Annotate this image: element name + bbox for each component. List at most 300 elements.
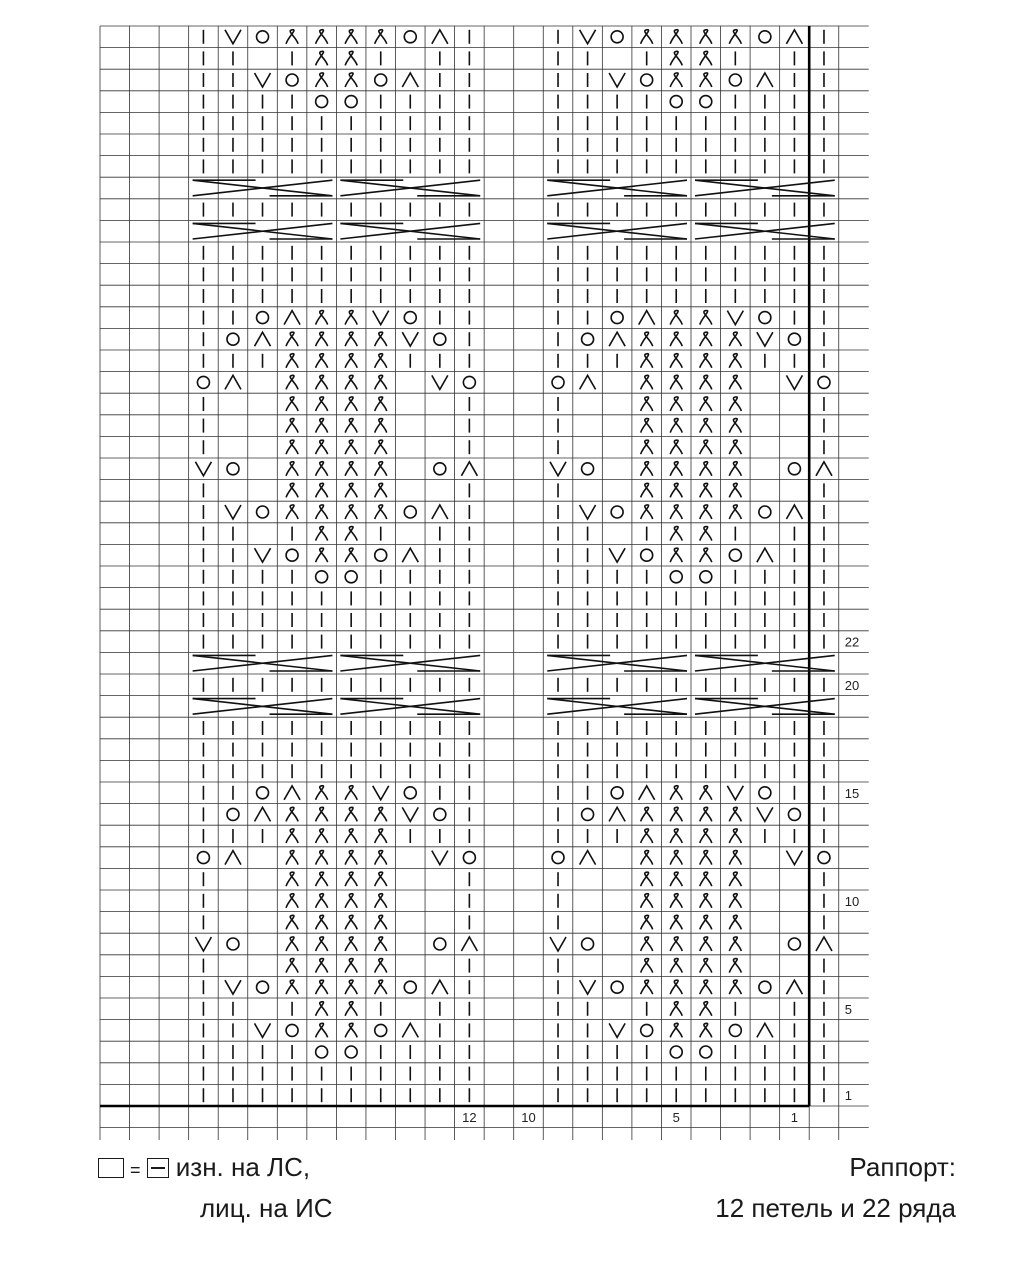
- twisted-stitch-mark: [286, 419, 298, 433]
- twisted-stitch-mark: [641, 332, 653, 346]
- twisted-stitch-mark: [375, 375, 387, 389]
- twisted-stitch-mark: [700, 354, 712, 368]
- decrease-left-mark: [284, 311, 300, 325]
- twisted-stitch-mark: [641, 462, 653, 476]
- decrease-right-mark: [225, 30, 241, 44]
- twisted-stitch-mark: [316, 1023, 328, 1037]
- decrease-right-mark: [757, 807, 773, 821]
- decrease-right-mark: [402, 807, 418, 821]
- row-label: 5: [844, 1001, 852, 1017]
- twisted-stitch-mark: [670, 505, 682, 519]
- twisted-stitch-mark: [670, 311, 682, 325]
- decrease-left-mark: [786, 505, 802, 519]
- twisted-stitch-mark: [700, 30, 712, 44]
- twisted-stitch-mark: [345, 30, 357, 44]
- decrease-right-mark: [550, 937, 566, 951]
- yarn-over-mark: [729, 549, 741, 561]
- yarn-over-mark: [257, 312, 269, 324]
- twisted-stitch-mark: [670, 548, 682, 562]
- decrease-right-mark: [609, 1023, 625, 1037]
- twisted-stitch-mark: [345, 1023, 357, 1037]
- yarn-over-mark: [197, 852, 209, 864]
- rapport-title: [849, 1152, 956, 1183]
- twisted-stitch-mark: [375, 397, 387, 411]
- twisted-stitch-mark: [345, 1002, 357, 1016]
- twisted-stitch-mark: [345, 915, 357, 929]
- twisted-stitch-mark: [316, 354, 328, 368]
- twisted-stitch-mark: [700, 1002, 712, 1016]
- twisted-stitch-mark: [670, 483, 682, 497]
- decrease-right-mark: [786, 375, 802, 389]
- yarn-over-mark: [227, 938, 239, 950]
- twisted-stitch-mark: [641, 829, 653, 843]
- twisted-stitch-mark: [286, 915, 298, 929]
- decrease-left-mark: [816, 462, 832, 476]
- decrease-right-mark: [609, 548, 625, 562]
- twisted-stitch-mark: [729, 462, 741, 476]
- twisted-stitch-mark: [316, 375, 328, 389]
- twisted-stitch-mark: [316, 1002, 328, 1016]
- twisted-stitch-mark: [700, 807, 712, 821]
- row-label: 1: [844, 1088, 852, 1104]
- twisted-stitch-mark: [286, 505, 298, 519]
- decrease-left-mark: [461, 937, 477, 951]
- column-label: 1: [790, 1109, 799, 1125]
- twisted-stitch-mark: [700, 829, 712, 843]
- decrease-right-mark: [550, 462, 566, 476]
- twisted-stitch-mark: [641, 419, 653, 433]
- decrease-right-mark: [373, 311, 389, 325]
- decrease-left-mark: [225, 375, 241, 389]
- decrease-left-mark: [402, 548, 418, 562]
- twisted-stitch-mark: [375, 807, 387, 821]
- twisted-stitch-mark: [286, 851, 298, 865]
- twisted-stitch-mark: [729, 915, 741, 929]
- twisted-stitch-mark: [670, 527, 682, 541]
- twisted-stitch-mark: [286, 959, 298, 973]
- twisted-stitch-mark: [345, 894, 357, 908]
- twisted-stitch-mark: [286, 807, 298, 821]
- decrease-left-mark: [816, 937, 832, 951]
- twisted-stitch-mark: [700, 375, 712, 389]
- twisted-stitch-mark: [670, 894, 682, 908]
- twisted-stitch-mark: [286, 872, 298, 886]
- row-number-labels: [845, 635, 859, 1104]
- yarn-over-mark: [257, 31, 269, 43]
- yarn-over-mark: [463, 852, 475, 864]
- legend-knit-ws-text: лиц. на ИС: [200, 1193, 333, 1223]
- twisted-stitch-mark: [316, 829, 328, 843]
- twisted-stitch-mark: [670, 354, 682, 368]
- yarn-over-mark: [375, 74, 387, 86]
- twisted-stitch-mark: [670, 829, 682, 843]
- decrease-right-mark: [580, 30, 596, 44]
- decrease-right-mark: [225, 980, 241, 994]
- twisted-stitch-mark: [316, 980, 328, 994]
- decrease-left-mark: [609, 807, 625, 821]
- decrease-left-mark: [757, 73, 773, 87]
- yarn-over-mark: [788, 463, 800, 475]
- yarn-over-mark: [345, 571, 357, 583]
- twisted-stitch-mark: [345, 440, 357, 454]
- twisted-stitch-mark: [670, 30, 682, 44]
- twisted-stitch-mark: [729, 354, 741, 368]
- twisted-stitch-mark: [316, 483, 328, 497]
- twisted-stitch-mark: [670, 73, 682, 87]
- twisted-stitch-mark: [670, 937, 682, 951]
- twisted-stitch-mark: [345, 483, 357, 497]
- decrease-right-mark: [373, 786, 389, 800]
- decrease-left-mark: [284, 786, 300, 800]
- yarn-over-mark: [404, 506, 416, 518]
- twisted-stitch-mark: [345, 397, 357, 411]
- twisted-stitch-mark: [700, 73, 712, 87]
- twisted-stitch-mark: [700, 483, 712, 497]
- decrease-left-mark: [580, 375, 596, 389]
- legend-row-1: [98, 1152, 310, 1183]
- twisted-stitch-mark: [345, 786, 357, 800]
- rapport-description-text: 12 петель и 22 ряда: [715, 1193, 956, 1223]
- twisted-stitch-mark: [700, 1023, 712, 1037]
- yarn-over-mark: [611, 787, 623, 799]
- yarn-over-mark: [375, 1024, 387, 1036]
- decrease-left-mark: [609, 332, 625, 346]
- twisted-stitch-mark: [670, 397, 682, 411]
- twisted-stitch-mark: [375, 419, 387, 433]
- yarn-over-mark: [345, 96, 357, 108]
- column-number-labels: [462, 1110, 798, 1125]
- yarn-over-mark: [404, 312, 416, 324]
- twisted-stitch-mark: [345, 807, 357, 821]
- yarn-over-mark: [670, 571, 682, 583]
- twisted-stitch-mark: [345, 937, 357, 951]
- twisted-stitch-mark: [286, 483, 298, 497]
- twisted-stitch-mark: [700, 894, 712, 908]
- twisted-stitch-mark: [670, 959, 682, 973]
- twisted-stitch-mark: [375, 872, 387, 886]
- twisted-stitch-mark: [286, 829, 298, 843]
- twisted-stitch-mark: [345, 505, 357, 519]
- yarn-over-mark: [316, 571, 328, 583]
- column-label: 12: [462, 1109, 477, 1125]
- twisted-stitch-mark: [286, 894, 298, 908]
- twisted-stitch-mark: [700, 872, 712, 886]
- twisted-stitch-mark: [670, 872, 682, 886]
- twisted-stitch-mark: [700, 980, 712, 994]
- twisted-stitch-mark: [286, 375, 298, 389]
- decrease-right-mark: [432, 375, 448, 389]
- yarn-over-mark: [700, 1046, 712, 1058]
- twisted-stitch-mark: [670, 1023, 682, 1037]
- yarn-over-mark: [582, 463, 594, 475]
- yarn-over-mark: [788, 333, 800, 345]
- yarn-over-mark: [582, 808, 594, 820]
- twisted-stitch-mark: [700, 786, 712, 800]
- twisted-stitch-mark: [641, 483, 653, 497]
- legend-row-2: [200, 1193, 333, 1224]
- decrease-right-mark: [225, 505, 241, 519]
- yarn-over-mark: [759, 787, 771, 799]
- twisted-stitch-mark: [286, 30, 298, 44]
- twisted-stitch-mark: [729, 440, 741, 454]
- row-label: 22: [844, 634, 860, 650]
- decrease-right-mark: [580, 505, 596, 519]
- twisted-stitch-mark: [670, 915, 682, 929]
- decrease-left-mark: [255, 332, 271, 346]
- twisted-stitch-mark: [729, 483, 741, 497]
- yarn-over-mark: [257, 981, 269, 993]
- yarn-over-mark: [257, 787, 269, 799]
- twisted-stitch-mark: [670, 462, 682, 476]
- decrease-left-mark: [639, 786, 655, 800]
- yarn-over-mark: [434, 808, 446, 820]
- twisted-stitch-mark: [700, 959, 712, 973]
- twisted-stitch-mark: [316, 851, 328, 865]
- twisted-stitch-mark: [729, 872, 741, 886]
- yarn-over-mark: [434, 938, 446, 950]
- twisted-stitch-mark: [286, 980, 298, 994]
- decrease-right-mark: [580, 980, 596, 994]
- twisted-stitch-mark: [729, 807, 741, 821]
- yarn-over-mark: [729, 74, 741, 86]
- decrease-left-mark: [757, 1023, 773, 1037]
- twisted-stitch-mark: [700, 527, 712, 541]
- yarn-over-mark: [641, 1024, 653, 1036]
- decrease-right-mark: [757, 332, 773, 346]
- yarn-over-mark: [286, 549, 298, 561]
- twisted-stitch-mark: [375, 332, 387, 346]
- legend-purl-rs-text: изн. на ЛС,: [175, 1152, 311, 1182]
- twisted-stitch-mark: [345, 354, 357, 368]
- yarn-over-mark: [759, 31, 771, 43]
- twisted-stitch-mark: [700, 937, 712, 951]
- twisted-stitch-mark: [641, 397, 653, 411]
- legend-equals: =: [130, 1160, 141, 1180]
- twisted-stitch-mark: [345, 419, 357, 433]
- yarn-over-mark: [404, 31, 416, 43]
- twisted-stitch-mark: [729, 829, 741, 843]
- twisted-stitch-mark: [729, 980, 741, 994]
- twisted-stitch-mark: [345, 375, 357, 389]
- twisted-stitch-mark: [316, 505, 328, 519]
- yarn-over-mark: [463, 376, 475, 388]
- decrease-right-mark: [255, 548, 271, 562]
- yarn-over-mark: [818, 376, 830, 388]
- decrease-right-mark: [432, 851, 448, 865]
- twisted-stitch-mark: [375, 483, 387, 497]
- yarn-over-mark: [611, 31, 623, 43]
- twisted-stitch-mark: [641, 30, 653, 44]
- decrease-left-mark: [432, 505, 448, 519]
- decrease-left-mark: [402, 1023, 418, 1037]
- yarn-over-mark: [641, 74, 653, 86]
- twisted-stitch-mark: [375, 959, 387, 973]
- decrease-right-mark: [255, 1023, 271, 1037]
- row-label: 10: [844, 893, 860, 909]
- twisted-stitch-mark: [641, 872, 653, 886]
- twisted-stitch-mark: [700, 851, 712, 865]
- twisted-stitch-mark: [641, 937, 653, 951]
- yarn-over-mark: [611, 312, 623, 324]
- twisted-stitch-mark: [286, 440, 298, 454]
- twisted-stitch-mark: [700, 505, 712, 519]
- twisted-stitch-mark: [700, 311, 712, 325]
- twisted-stitch-mark: [641, 851, 653, 865]
- decrease-right-mark: [255, 73, 271, 87]
- twisted-stitch-mark: [375, 937, 387, 951]
- twisted-stitch-mark: [316, 311, 328, 325]
- yarn-over-mark: [700, 96, 712, 108]
- rapport-description: [715, 1193, 956, 1224]
- yarn-over-mark: [286, 1024, 298, 1036]
- rapport-title-text: Раппорт:: [849, 1152, 956, 1182]
- twisted-stitch-mark: [316, 51, 328, 65]
- decrease-left-mark: [639, 311, 655, 325]
- twisted-stitch-mark: [316, 332, 328, 346]
- yarn-over-mark: [759, 981, 771, 993]
- twisted-stitch-mark: [316, 419, 328, 433]
- twisted-stitch-mark: [316, 462, 328, 476]
- twisted-stitch-mark: [375, 980, 387, 994]
- twisted-stitch-mark: [641, 980, 653, 994]
- twisted-stitch-mark: [286, 462, 298, 476]
- twisted-stitch-mark: [700, 397, 712, 411]
- twisted-stitch-mark: [700, 419, 712, 433]
- twisted-stitch-mark: [375, 354, 387, 368]
- yarn-over-mark: [227, 333, 239, 345]
- twisted-stitch-mark: [316, 807, 328, 821]
- twisted-stitch-mark: [345, 829, 357, 843]
- twisted-stitch-mark: [729, 397, 741, 411]
- decrease-left-mark: [580, 851, 596, 865]
- twisted-stitch-mark: [375, 440, 387, 454]
- yarn-over-mark: [404, 981, 416, 993]
- twisted-stitch-mark: [316, 30, 328, 44]
- yarn-over-mark: [257, 506, 269, 518]
- decrease-right-mark: [786, 851, 802, 865]
- yarn-over-mark: [375, 549, 387, 561]
- twisted-stitch-mark: [375, 894, 387, 908]
- row-label: 15: [844, 785, 860, 801]
- twisted-stitch-mark: [641, 505, 653, 519]
- twisted-stitch-mark: [670, 375, 682, 389]
- yarn-over-mark: [316, 1046, 328, 1058]
- twisted-stitch-mark: [345, 51, 357, 65]
- twisted-stitch-mark: [375, 851, 387, 865]
- yarn-over-mark: [788, 938, 800, 950]
- twisted-stitch-mark: [641, 375, 653, 389]
- twisted-stitch-mark: [345, 332, 357, 346]
- decrease-left-mark: [402, 73, 418, 87]
- decrease-left-mark: [432, 980, 448, 994]
- twisted-stitch-mark: [729, 851, 741, 865]
- twisted-stitch-mark: [345, 851, 357, 865]
- twisted-stitch-mark: [316, 397, 328, 411]
- yarn-over-mark: [759, 506, 771, 518]
- yarn-over-mark: [788, 808, 800, 820]
- yarn-over-mark: [611, 506, 623, 518]
- yarn-over-mark: [611, 981, 623, 993]
- twisted-stitch-mark: [345, 959, 357, 973]
- twisted-stitch-mark: [641, 440, 653, 454]
- twisted-stitch-mark: [729, 894, 741, 908]
- twisted-stitch-mark: [670, 980, 682, 994]
- decrease-left-mark: [461, 462, 477, 476]
- yarn-over-mark: [641, 549, 653, 561]
- yarn-over-mark: [434, 333, 446, 345]
- decrease-left-mark: [786, 30, 802, 44]
- yarn-over-mark: [670, 1046, 682, 1058]
- row-label: 20: [844, 677, 860, 693]
- twisted-stitch-mark: [729, 419, 741, 433]
- twisted-stitch-mark: [286, 937, 298, 951]
- decrease-right-mark: [727, 311, 743, 325]
- twisted-stitch-mark: [670, 1002, 682, 1016]
- twisted-stitch-mark: [345, 872, 357, 886]
- twisted-stitch-mark: [316, 894, 328, 908]
- twisted-stitch-mark: [729, 332, 741, 346]
- twisted-stitch-mark: [729, 375, 741, 389]
- twisted-stitch-mark: [670, 807, 682, 821]
- twisted-stitch-mark: [700, 440, 712, 454]
- twisted-stitch-mark: [670, 332, 682, 346]
- yarn-over-mark: [582, 938, 594, 950]
- twisted-stitch-mark: [670, 51, 682, 65]
- yarn-over-mark: [582, 333, 594, 345]
- twisted-stitch-mark: [670, 851, 682, 865]
- twisted-stitch-mark: [700, 462, 712, 476]
- twisted-stitch-mark: [286, 354, 298, 368]
- twisted-stitch-mark: [700, 915, 712, 929]
- legend-empty-cell-icon: [98, 1158, 124, 1178]
- twisted-stitch-mark: [316, 937, 328, 951]
- yarn-over-mark: [316, 96, 328, 108]
- decrease-left-mark: [786, 980, 802, 994]
- yarn-over-mark: [670, 96, 682, 108]
- twisted-stitch-mark: [375, 505, 387, 519]
- twisted-stitch-mark: [316, 872, 328, 886]
- twisted-stitch-mark: [641, 959, 653, 973]
- yarn-over-mark: [552, 852, 564, 864]
- twisted-stitch-mark: [345, 980, 357, 994]
- yarn-over-mark: [345, 1046, 357, 1058]
- twisted-stitch-mark: [670, 786, 682, 800]
- twisted-stitch-mark: [641, 894, 653, 908]
- twisted-stitch-mark: [286, 332, 298, 346]
- twisted-stitch-mark: [316, 527, 328, 541]
- twisted-stitch-mark: [729, 959, 741, 973]
- twisted-stitch-mark: [641, 915, 653, 929]
- twisted-stitch-mark: [316, 786, 328, 800]
- decrease-left-mark: [225, 851, 241, 865]
- twisted-stitch-mark: [316, 548, 328, 562]
- twisted-stitch-mark: [641, 807, 653, 821]
- twisted-stitch-mark: [345, 73, 357, 87]
- twisted-stitch-mark: [700, 332, 712, 346]
- decrease-right-mark: [195, 937, 211, 951]
- twisted-stitch-mark: [375, 915, 387, 929]
- decrease-right-mark: [402, 332, 418, 346]
- twisted-stitch-mark: [345, 311, 357, 325]
- twisted-stitch-mark: [375, 462, 387, 476]
- twisted-stitch-mark: [641, 354, 653, 368]
- twisted-stitch-mark: [729, 30, 741, 44]
- yarn-over-mark: [759, 312, 771, 324]
- decrease-left-mark: [255, 807, 271, 821]
- decrease-left-mark: [757, 548, 773, 562]
- twisted-stitch-mark: [670, 419, 682, 433]
- decrease-left-mark: [432, 30, 448, 44]
